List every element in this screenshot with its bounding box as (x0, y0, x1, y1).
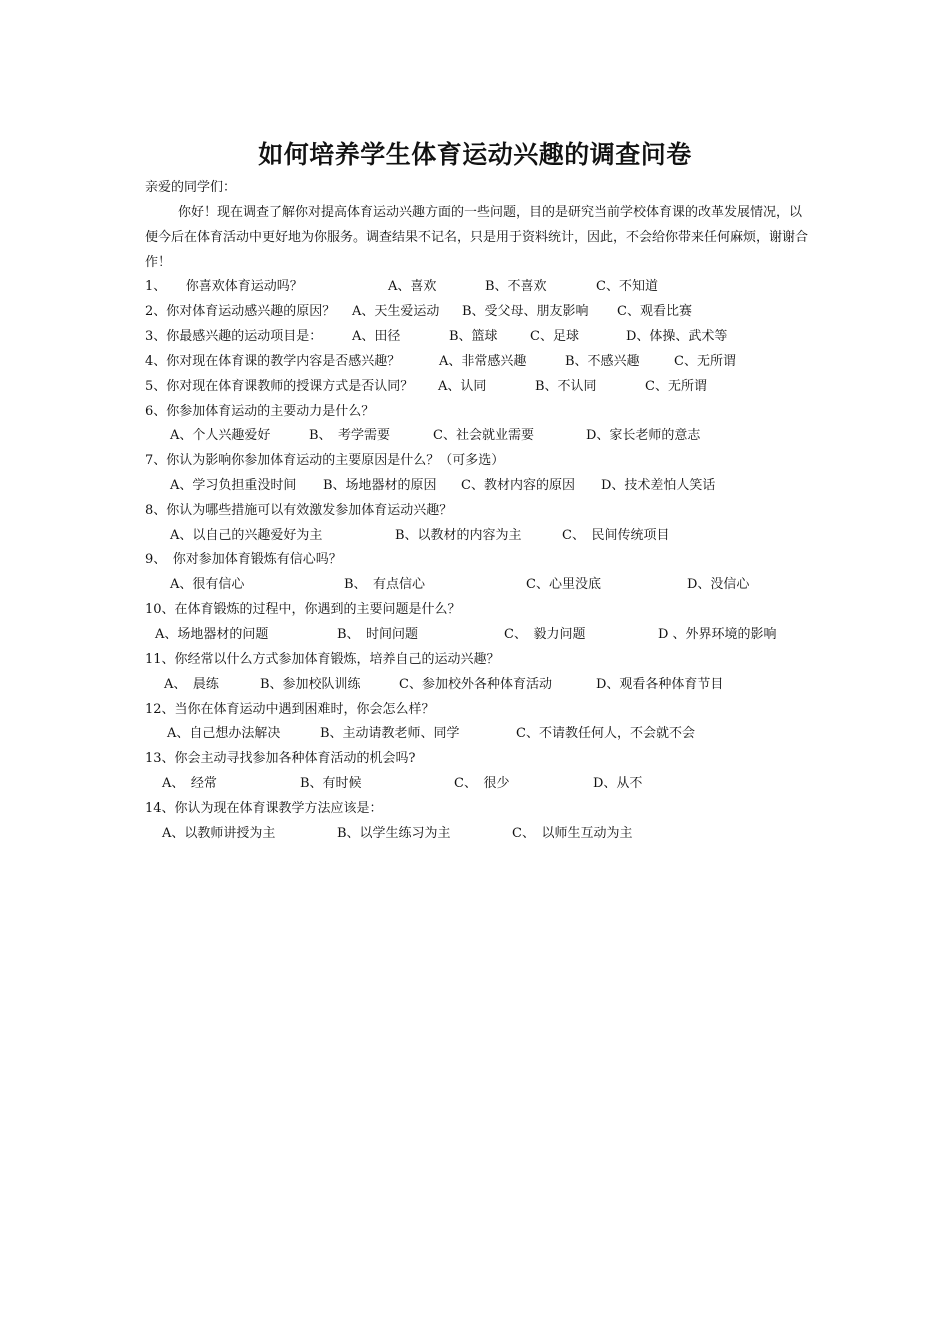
answer-option: B、主动请教老师、同学 (320, 726, 460, 741)
question-10-options (145, 624, 825, 646)
answer-option: B、场地器材的原因 (323, 478, 437, 493)
answer-option: B、 时间问题 (337, 627, 419, 642)
answer-option: A、以自己的兴趣爱好为主 (170, 528, 323, 543)
question-6 (145, 401, 825, 423)
answer-option: B、 有点信心 (344, 577, 426, 592)
question-1 (145, 276, 825, 298)
question-10 (145, 599, 825, 621)
question-5 (145, 376, 825, 398)
answer-option: C、无所谓 (674, 354, 736, 369)
answer-option: A、场地器材的问题 (155, 627, 269, 642)
answer-option: C、 毅力问题 (504, 627, 586, 642)
intro-paragraph: 你好！现在调查了解你对提高体育运动兴趣方面的一些问题，目的是研究当前学校体育课的改革发展情况，以便今后在体育活动中更好地为你服务。调查结果不记名，只是用于资料统计，因此，不会给你带来任何麻烦，谢谢合作！ (145, 205, 809, 270)
answer-option: C、无所谓 (645, 379, 707, 394)
salutation: 亲爱的同学们： (145, 180, 237, 195)
answer-option: C、足球 (530, 329, 579, 344)
answer-option: C、社会就业需要 (433, 428, 534, 443)
question-text: 14、你认为现在体育课教学方法应该是： (145, 801, 383, 816)
question-text: 1、 你喜欢体育运动吗？ (145, 279, 303, 294)
question-8-options (145, 525, 825, 547)
question-9 (145, 549, 825, 571)
answer-option: D、观看各种体育节目 (596, 677, 724, 692)
question-11-options (145, 674, 825, 696)
answer-option: A、学习负担重没时间 (170, 478, 297, 493)
answer-option: C、 以师生互动为主 (512, 826, 633, 841)
answer-option: C、 很少 (454, 776, 510, 791)
answer-option: B、以学生练习为主 (337, 826, 451, 841)
question-text: 4、你对现在体育课的教学内容是否感兴趣？ (145, 354, 401, 369)
answer-option: D、技术差怕人笑话 (601, 478, 716, 493)
question-13-options (145, 773, 825, 795)
answer-option: B、不感兴趣 (565, 354, 640, 369)
answer-option: D、从不 (593, 776, 643, 791)
question-text: 11、你经常以什么方式参加体育锻炼，培养自己的运动兴趣？ (145, 652, 500, 667)
answer-option: C、不请教任何人，不会就不会 (516, 726, 695, 741)
question-4 (145, 351, 825, 373)
answer-option: A、自己想办法解决 (167, 726, 281, 741)
question-11 (145, 649, 825, 671)
answer-option: C、 民间传统项目 (562, 528, 670, 543)
answer-option: A、以教师讲授为主 (162, 826, 276, 841)
answer-option: D 、外界环境的影响 (658, 627, 777, 642)
answer-option: D、体操、武术等 (626, 329, 728, 344)
question-9-options (145, 574, 825, 596)
question-7-options (145, 475, 825, 497)
answer-option: B、篮球 (449, 329, 498, 344)
answer-option: C、教材内容的原因 (461, 478, 575, 493)
question-12-options (145, 723, 825, 745)
question-14 (145, 798, 825, 820)
answer-option: B、参加校队训练 (260, 677, 361, 692)
question-text: 13、你会主动寻找参加各种体育活动的机会吗? (145, 751, 416, 766)
question-text: 7、你认为影响你参加体育运动的主要原因是什么？（可多选） (145, 453, 505, 468)
answer-option: C、不知道 (596, 279, 658, 294)
answer-option: A、 经常 (162, 776, 217, 791)
question-3 (145, 326, 825, 348)
answer-option: D、家长老师的意志 (586, 428, 701, 443)
answer-option: B、以教材的内容为主 (395, 528, 522, 543)
question-text: 12、当你在体育运动中遇到困难时，你会怎么样？ (145, 702, 435, 717)
answer-option: B、不认同 (535, 379, 597, 394)
answer-option: A、天生爱运动 (352, 304, 440, 319)
question-text: 2、你对体育运动感兴趣的原因？ (145, 304, 336, 319)
question-text: 3、你最感兴趣的运动项目是： (145, 329, 323, 344)
question-8 (145, 500, 825, 522)
answer-option: B、 考学需要 (309, 428, 391, 443)
question-12 (145, 699, 825, 721)
question-text: 5、你对现在体育课教师的授课方式是否认同？ (145, 379, 414, 394)
answer-option: A、 晨练 (164, 677, 219, 692)
question-6-options (145, 425, 825, 447)
question-2 (145, 301, 825, 323)
answer-option: A、田径 (352, 329, 401, 344)
question-14-options (145, 823, 825, 845)
answer-option: A、个人兴趣爱好 (170, 428, 271, 443)
answer-option: C、观看比赛 (617, 304, 692, 319)
question-text: 10、在体育锻炼的过程中，你遇到的主要问题是什么？ (145, 602, 461, 617)
answer-option: C、参加校外各种体育活动 (399, 677, 552, 692)
question-text: 8、你认为哪些措施可以有效激发参加体育运动兴趣？ (145, 503, 453, 518)
answer-option: A、很有信心 (170, 577, 245, 592)
answer-option: D、没信心 (687, 577, 750, 592)
page-title: 如何培养学生体育运动兴趣的调查问卷 (258, 140, 692, 169)
question-text: 6、你参加体育运动的主要动力是什么？ (145, 404, 375, 419)
question-13 (145, 748, 825, 770)
answer-option: B、受父母、朋友影响 (462, 304, 589, 319)
answer-option: A、喜欢 (388, 279, 437, 294)
question-text: 9、 你对参加体育锻炼有信心吗？ (145, 552, 342, 567)
answer-option: C、心里没底 (526, 577, 601, 592)
answer-option: B、有时候 (300, 776, 362, 791)
answer-option: A、非常感兴趣 (439, 354, 527, 369)
answer-option: B、不喜欢 (485, 279, 547, 294)
question-7 (145, 450, 825, 472)
answer-option: A、认同 (438, 379, 487, 394)
